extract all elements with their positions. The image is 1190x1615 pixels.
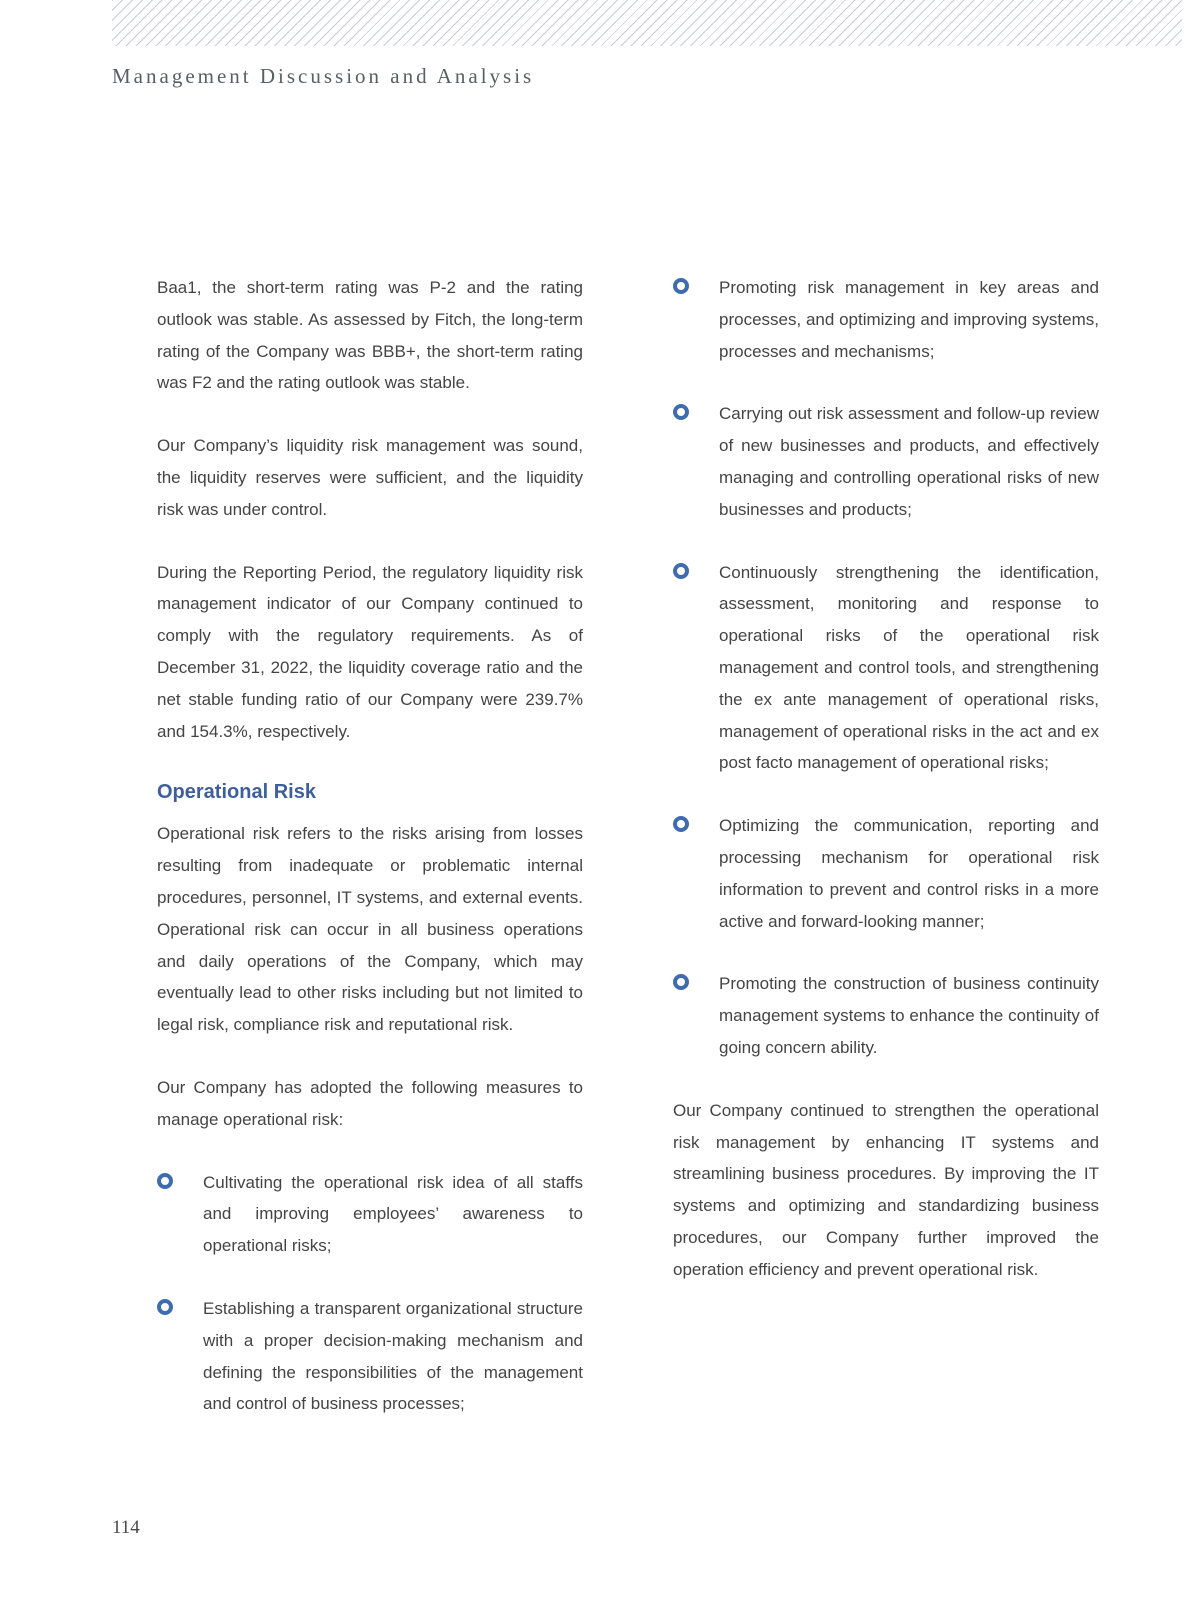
paragraph-liquidity-indicators: During the Reporting Period, the regulatory liquidity risk management indicator of our Company continued to comply with the regulatory requirements. As of December 31, 2022, the liquidity coverage ratio and the net stable funding ratio of our Company were 239.7% and 154.3%, respectively.: [157, 562, 583, 741]
list-item: [157, 1167, 583, 1262]
ring-bullet-icon: [157, 1173, 173, 1189]
list-item-text: Optimizing the communication, reporting and processing mechanism for operational risk information to prevent and control risks in a more active and forward-looking manner;: [719, 816, 1099, 931]
header-hatch-band: [112, 0, 1182, 46]
list-item: [673, 968, 1099, 1063]
list-item: [673, 398, 1099, 525]
ring-bullet-icon: [673, 816, 689, 832]
left-column: [157, 272, 583, 1451]
list-item: [673, 272, 1099, 367]
paragraph-liquidity-management: Our Company’s liquidity risk management was sound, the liquidity reserves were sufficient, and the liquidity risk was under control.: [157, 436, 583, 519]
list-item-text: Cultivating the operational risk idea of all staffs and improving employees’ awareness to operational risks;: [203, 1172, 583, 1256]
page-number: 114: [112, 1517, 140, 1538]
paragraph-operational-risk-definition: Operational risk refers to the risks arising from losses resulting from inadequate or problematic internal procedures, personnel, IT systems, and external events. Operational risk can occur in all business operations and daily operations of the Company, which may eventually lead to other risks including but not limited to legal risk, compliance risk and reputational risk.: [157, 824, 583, 1035]
list-item: [673, 810, 1099, 937]
list-item-text: Promoting risk management in key areas and processes, and optimizing and improving systems, processes and mechanisms;: [719, 278, 1099, 361]
ring-bullet-icon: [673, 404, 689, 420]
paragraph-closing: Our Company continued to strengthen the operational risk management by enhancing IT systems and streamlining business procedures. By improving the IT systems and optimizing and standardizing business procedures, our Company further improved the operation efficiency and prevent operational risk.: [673, 1100, 1099, 1279]
section-title: Management Discussion and Analysis: [112, 64, 535, 88]
paragraph-measures-intro: Our Company has adopted the following measures to manage operational risk:: [157, 1077, 583, 1129]
list-item-text: Establishing a transparent organizational structure with a proper decision-making mechanism and defining the responsibilities of the management and control of business processes;: [203, 1298, 583, 1414]
operational-risk-heading: Operational Risk: [157, 781, 316, 804]
right-column: [673, 272, 1099, 1317]
list-item: [673, 557, 1099, 780]
paragraph-ratings: Baa1, the short-term rating was P-2 and the rating outlook was stable. As assessed by Fitch, the long-term rating of the Company was BBB+, the short-term rating was F2 and the rating outlook was stable.: [157, 278, 583, 393]
list-item-text: Promoting the construction of business continuity management systems to enhance the continuity of going concern ability.: [719, 974, 1099, 1057]
ring-bullet-icon: [157, 1299, 173, 1315]
ring-bullet-icon: [673, 278, 689, 294]
list-item: [157, 1293, 583, 1420]
ring-bullet-icon: [673, 563, 689, 579]
list-item-text: Carrying out risk assessment and follow-up review of new businesses and products, and effectively managing and controlling operational risks of new businesses and products;: [719, 404, 1099, 519]
ring-bullet-icon: [673, 974, 689, 990]
list-item-text: Continuously strengthening the identification, assessment, monitoring and response to operational risks of the operational risk management and control tools, and strengthening the ex ante management of operational risks, management of operational risks in the act and ex post facto management of operational risks;: [719, 562, 1099, 773]
